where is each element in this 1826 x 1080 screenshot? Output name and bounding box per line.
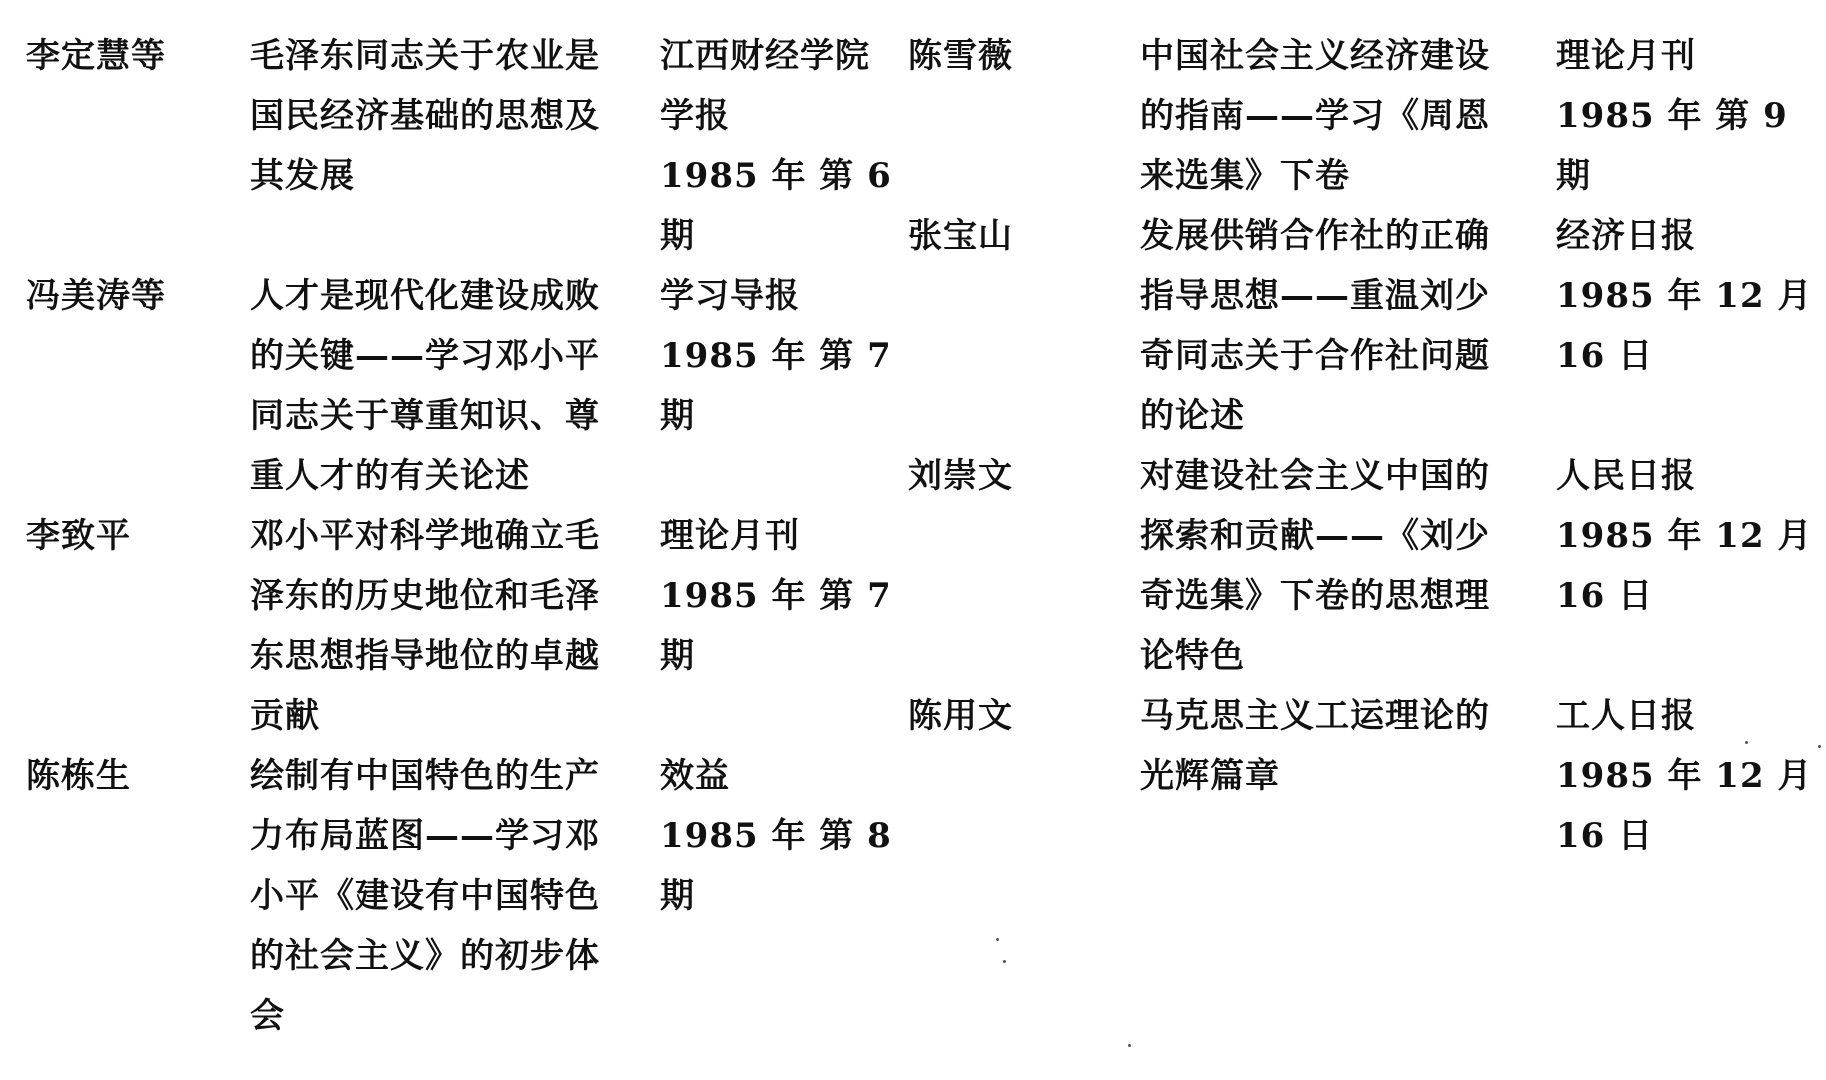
entry-author [26,746,236,806]
scan-speck [1128,1044,1131,1047]
scan-speck [1818,745,1821,748]
entry-title [1140,26,1530,206]
source-line: 1985 年 第 8 [660,816,892,856]
title-line: 光辉篇章 [1140,756,1280,796]
entry-author [26,26,236,86]
source-line: 16 日 [1556,816,1654,856]
source-line: 效益 [660,756,730,796]
title-line: 探索和贡献——《刘少 [1140,516,1490,556]
entry-author [908,686,1108,746]
entry-title [1140,446,1530,686]
source-line: 学报 [660,96,730,136]
source-line: 理论月刊 [660,516,800,556]
entry-source [660,26,910,266]
entry-title [1140,686,1530,806]
source-line: 学习导报 [660,276,800,316]
title-line: 毛泽东同志关于农业是 [250,36,600,76]
title-line: 力布局蓝图——学习邓 [250,816,600,856]
source-line: 经济日报 [1556,216,1696,256]
scan-speck [996,938,999,941]
entry-title [250,266,640,506]
source-line: 1985 年 12 月 [1556,516,1813,556]
title-line: 邓小平对科学地确立毛 [250,516,600,556]
title-line: 绘制有中国特色的生产 [250,756,600,796]
scan-speck [1003,960,1006,963]
title-line: 重人才的有关论述 [250,456,530,496]
entry-title [250,746,640,1046]
title-line: 对建设社会主义中国的 [1140,456,1490,496]
source-line: 1985 年 第 7 [660,336,892,376]
source-line: 期 [660,876,695,916]
source-line: 1985 年 12 月 [1556,276,1813,316]
author-text: 冯美涛等 [26,276,166,316]
entry-source [660,266,910,446]
entry-source [1556,26,1826,206]
source-line: 期 [660,636,695,676]
title-line: 奇选集》下卷的思想理 [1140,576,1490,616]
source-line: 期 [1556,156,1591,196]
source-line: 1985 年 第 6 [660,156,892,196]
entry-source [1556,206,1826,386]
entry-title [250,506,640,746]
title-line: 的关键——学习邓小平 [250,336,600,376]
title-line: 泽东的历史地位和毛泽 [250,576,600,616]
entry-source [660,506,910,686]
source-line: 16 日 [1556,336,1654,376]
entry-source [1556,686,1826,866]
author-text: 张宝山 [908,216,1013,256]
author-text: 李致平 [26,516,131,556]
source-line: 期 [660,216,695,256]
title-line: 论特色 [1140,636,1245,676]
title-line: 会 [250,996,285,1036]
source-line: 理论月刊 [1556,36,1696,76]
title-line: 奇同志关于合作社问题 [1140,336,1490,376]
title-line: 发展供销合作社的正确 [1140,216,1490,256]
entry-title [250,26,640,206]
title-line: 同志关于尊重知识、尊 [250,396,600,436]
title-line: 贡献 [250,696,320,736]
entry-author [908,206,1108,266]
author-text: 陈栋生 [26,756,131,796]
title-line: 其发展 [250,156,355,196]
source-line: 16 日 [1556,576,1654,616]
author-text: 刘崇文 [908,456,1013,496]
title-line: 小平《建设有中国特色 [250,876,600,916]
title-line: 的社会主义》的初步体 [250,936,600,976]
source-line: 工人日报 [1556,696,1696,736]
source-line: 人民日报 [1556,456,1696,496]
entry-author [908,26,1108,86]
title-line: 人才是现代化建设成败 [250,276,600,316]
entry-author [26,266,236,326]
entry-author [26,506,236,566]
title-line: 东思想指导地位的卓越 [250,636,600,676]
title-line: 马克思主义工运理论的 [1140,696,1490,736]
author-text: 李定慧等 [26,36,166,76]
source-line: 期 [660,396,695,436]
author-text: 陈雪薇 [908,36,1013,76]
source-line: 1985 年 第 7 [660,576,892,616]
source-line: 1985 年 第 9 [1556,96,1788,136]
source-line: 1985 年 12 月 [1556,756,1813,796]
entry-source [660,746,910,926]
entry-author [908,446,1108,506]
author-text: 陈用文 [908,696,1013,736]
scan-speck [1745,741,1748,744]
title-line: 来选集》下卷 [1140,156,1350,196]
entry-source [1556,446,1826,626]
title-line: 国民经济基础的思想及 [250,96,600,136]
title-line: 指导思想——重温刘少 [1140,276,1490,316]
title-line: 中国社会主义经济建设 [1140,36,1490,76]
title-line: 的指南——学习《周恩 [1140,96,1490,136]
source-line: 江西财经学院 [660,36,870,76]
entry-title [1140,206,1530,446]
title-line: 的论述 [1140,396,1245,436]
